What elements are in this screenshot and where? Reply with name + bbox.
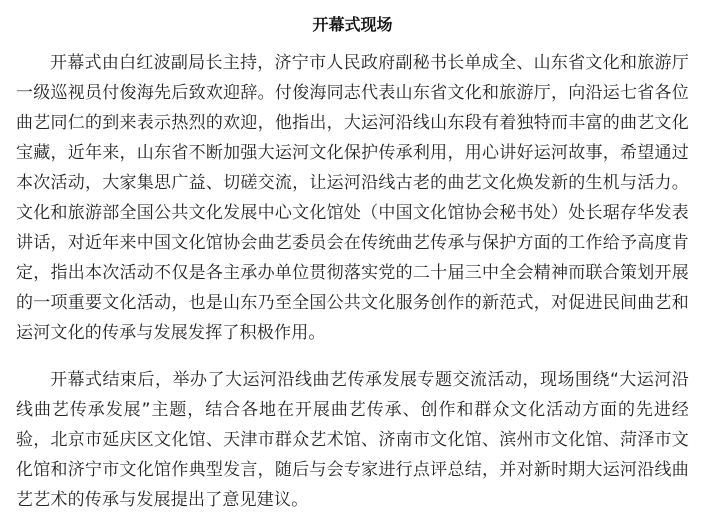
paragraph-opening-ceremony: 开幕式由白红波副局长主持，济宁市人民政府副秘书长单成全、山东省文化和旅游厅一级巡视员付俊海先后致欢迎辞。付俊海同志代表山东省文化和旅游厅，向沿运七省各位曲艺同仁的到来表示热烈的欢迎，他指出，大运河沿线山东段有着独特而丰富的曲艺文化宝藏，近年来，山东省不断加强大运河文化保护传承利用，用心讲好运河故事，希望通过本次活动，大家集思广益、切磋交流，让运河沿线古老的曲艺文化焕发新的生机与活力。文化和旅游部全国公共文化发展中心文化馆处（中国文化馆协会秘书处）处长琚存华发表讲话，对近年来中国文化馆协会曲艺委员会在传统曲艺传承与保护方面的工作给予高度肯定，指出本次活动不仅是各主承办单位贯彻落实党的二十届三中全会精神而联合策划开展的一项重要文化活动，也是山东乃至全国公共文化服务创作的新范式，对促进民间曲艺和运河文化的传承与发展发挥了积极作用。 [16, 53, 689, 343]
section-heading: 开幕式现场 [312, 15, 393, 34]
paragraph-exchange-activity: 开幕式结束后，举办了大运河沿线曲艺传承发展专题交流活动，现场围绕“大运河沿线曲艺传承发展”主题，结合各地在开展曲艺传承、创作和群众文化活动方面的先进经验，北京市延庆区文化馆、天津市群众艺术馆、济南市文化馆、滨州市文化馆、菏泽市文化馆和济宁市文化馆作典型发言，随后与会专家进行点评总结，并对新时期大运河沿线曲艺艺术的传承与发展提出了意见建议。 [16, 370, 689, 510]
